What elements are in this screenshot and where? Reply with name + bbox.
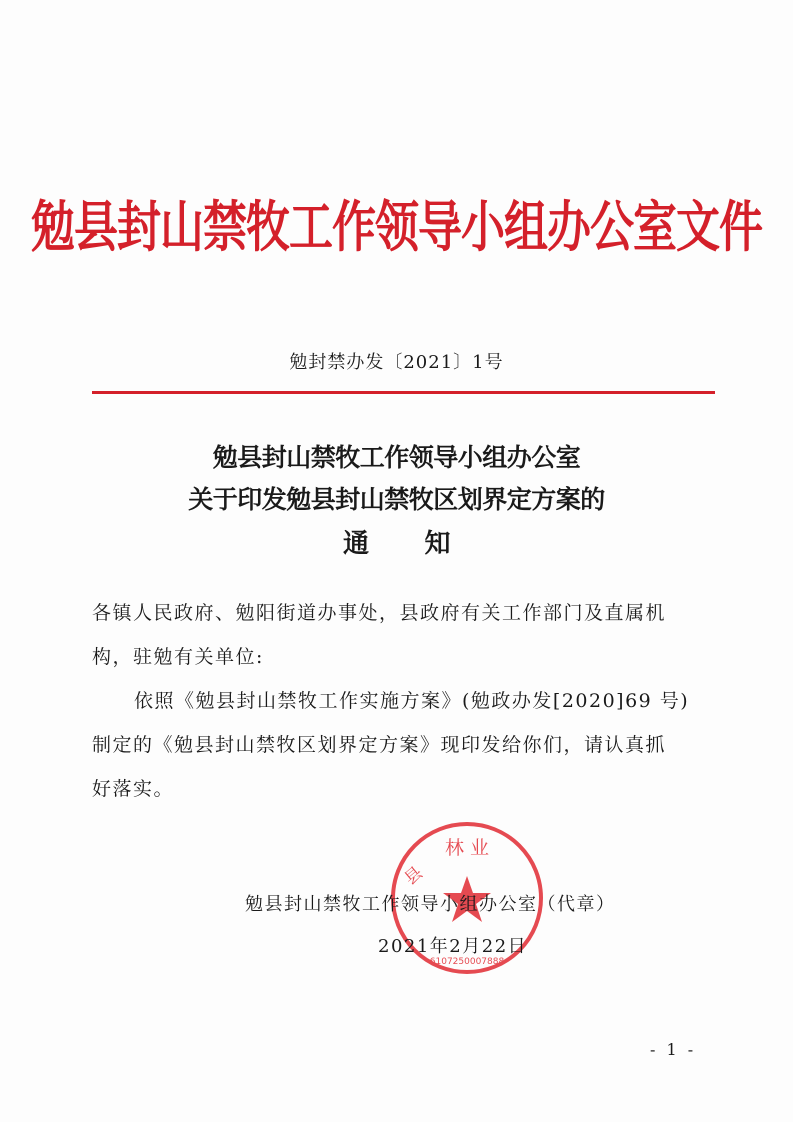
document-number: 勉封禁办发〔2021〕1号 (289, 352, 504, 373)
seal-top-text: 林 业 (444, 837, 490, 859)
notice-title-line-3 (0, 523, 793, 560)
seal-code-text: 6107250007888 (429, 957, 505, 967)
body-paragraph-line-2: 制定的《勉县封山禁牧区划界定方案》现印发给你们，请认真抓 (92, 734, 667, 756)
notice-title-char-2: 知 (424, 529, 451, 559)
addressee-line-2: 构，驻勉有关单位: (92, 646, 264, 668)
notice-title-line-1: 勉县封山禁牧工作领导小组办公室 (212, 443, 581, 472)
seal-left-text: 县 (400, 863, 427, 890)
notice-title-char-1: 通 (342, 529, 369, 559)
addressee-line-1: 各镇人民政府、勉阳街道办事处，县政府有关工作部门及直属机 (92, 602, 667, 624)
notice-title-line-2: 关于印发勉县封山禁牧区划界定方案的 (188, 485, 605, 514)
body-paragraph-line-1: 依照《勉县封山禁牧工作实施方案》(勉政办发[2020]69 号) (134, 690, 690, 712)
red-divider-rule (92, 391, 715, 394)
signing-date: 2021年2月22日 (378, 936, 528, 957)
body-paragraph-line-3: 好落实。 (92, 778, 175, 800)
signing-office: 勉县封山禁牧工作领导小组办公室（代章） (245, 894, 616, 915)
page-number: - 1 - (650, 1040, 697, 1059)
issuer-header-title: 勉县封山禁牧工作领导小组办公室文件 (31, 195, 762, 260)
